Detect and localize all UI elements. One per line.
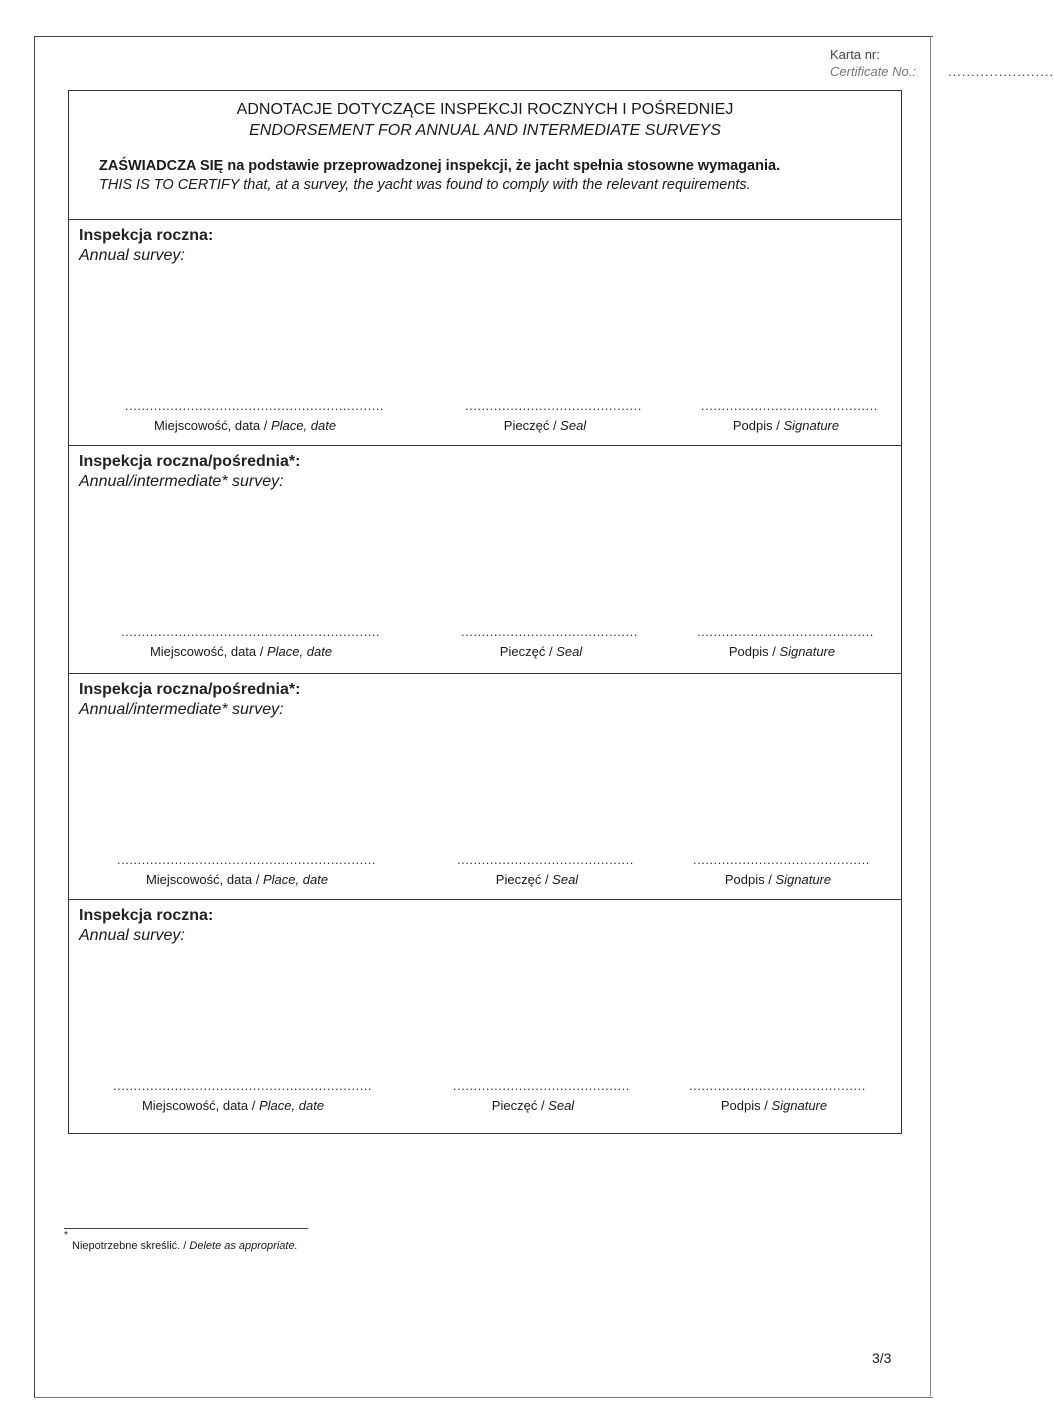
- seal-line: ...........................................: [461, 624, 638, 639]
- endorsement-form: [68, 90, 902, 1134]
- signature-field[interactable]: [697, 624, 874, 659]
- title-en: ENDORSEMENT FOR ANNUAL AND INTERMEDIATE SURVEYS: [249, 122, 721, 139]
- survey-section-3: [69, 673, 901, 900]
- signature-row: [69, 854, 901, 898]
- place-date-line: ...............................................................: [113, 1078, 373, 1093]
- page-number: 3/3: [872, 1350, 892, 1366]
- place-date-label: Miejscowość, data / Place, date: [149, 644, 333, 659]
- section-heading: [79, 226, 213, 266]
- seal-label: Pieczęć / Seal: [499, 644, 583, 659]
- place-date-line: ...............................................................: [117, 852, 377, 867]
- signature-row: [69, 626, 901, 670]
- certify-pl: ZAŚWIADCZA SIĘ na podstawie przeprowadzonej inspekcji, że jacht spełnia stosowne wymagania.: [99, 158, 781, 174]
- seal-line: ...........................................: [457, 852, 634, 867]
- signature-field[interactable]: [701, 398, 878, 433]
- place-date-line: ...............................................................: [125, 398, 385, 413]
- signature-field[interactable]: [693, 852, 870, 887]
- signature-line: ...........................................: [689, 1078, 866, 1093]
- seal-label: Pieczęć / Seal: [491, 1098, 575, 1113]
- section-heading-en: Annual survey:: [79, 927, 185, 944]
- section-heading-en: Annual survey:: [79, 247, 185, 264]
- signature-field[interactable]: [689, 1078, 866, 1113]
- section-heading-pl: Inspekcja roczna/pośrednia*:: [79, 681, 301, 698]
- survey-section-1: [69, 219, 901, 446]
- seal-line: ...........................................: [453, 1078, 630, 1093]
- signature-label: Podpis / Signature: [732, 418, 840, 433]
- signature-line: ...........................................: [693, 852, 870, 867]
- page-edge: [930, 36, 931, 1396]
- certificate-label-en: Certificate No.:: [830, 64, 916, 79]
- form-title: [69, 99, 901, 141]
- section-heading-pl: Inspekcja roczna:: [79, 907, 214, 924]
- signature-row: [69, 1080, 901, 1124]
- certificate-number: [830, 46, 1054, 80]
- footnote: [64, 1228, 308, 1252]
- signature-line: ...........................................: [697, 624, 874, 639]
- signature-label: Podpis / Signature: [720, 1098, 828, 1113]
- section-heading: [79, 452, 300, 492]
- place-date-field[interactable]: [113, 1078, 373, 1113]
- place-date-field[interactable]: [125, 398, 385, 433]
- certify-statement: [99, 157, 889, 195]
- signature-line: ...........................................: [701, 398, 878, 413]
- footnote-marker: *: [64, 1230, 68, 1241]
- seal-line: ...........................................: [465, 398, 642, 413]
- section-heading: [79, 906, 213, 946]
- certify-en: THIS IS TO CERTIFY that, at a survey, the yacht was found to comply with the relevant requirements.: [99, 177, 751, 193]
- survey-section-4: [69, 899, 901, 1134]
- seal-label: Pieczęć / Seal: [503, 418, 587, 433]
- seal-field[interactable]: [453, 1078, 630, 1113]
- footnote-text: Niepotrzebne skreślić. / Delete as appropriate.: [72, 1240, 298, 1252]
- seal-label: Pieczęć / Seal: [495, 872, 579, 887]
- place-date-field[interactable]: [117, 852, 377, 887]
- place-date-line: ...............................................................: [121, 624, 381, 639]
- certificate-number-field[interactable]: .......................: [948, 64, 1054, 79]
- place-date-field[interactable]: [121, 624, 381, 659]
- signature-label: Podpis / Signature: [728, 644, 836, 659]
- place-date-label: Miejscowość, data / Place, date: [141, 1098, 325, 1113]
- section-heading: [79, 680, 300, 720]
- seal-field[interactable]: [465, 398, 642, 433]
- section-heading-pl: Inspekcja roczna/pośrednia*:: [79, 453, 301, 470]
- place-date-label: Miejscowość, data / Place, date: [153, 418, 337, 433]
- title-pl: ADNOTACJE DOTYCZĄCE INSPEKCJI ROCZNYCH I POŚREDNIEJ: [236, 101, 734, 118]
- seal-field[interactable]: [457, 852, 634, 887]
- signature-label: Podpis / Signature: [724, 872, 832, 887]
- footnote-rule: [64, 1228, 308, 1229]
- survey-section-2: [69, 445, 901, 674]
- section-heading-pl: Inspekcja roczna:: [79, 227, 214, 244]
- signature-row: [69, 400, 901, 444]
- place-date-label: Miejscowość, data / Place, date: [145, 872, 329, 887]
- seal-field[interactable]: [461, 624, 638, 659]
- certificate-label-pl: Karta nr:: [830, 47, 880, 62]
- section-heading-en: Annual/intermediate* survey:: [79, 473, 284, 490]
- section-heading-en: Annual/intermediate* survey:: [79, 701, 284, 718]
